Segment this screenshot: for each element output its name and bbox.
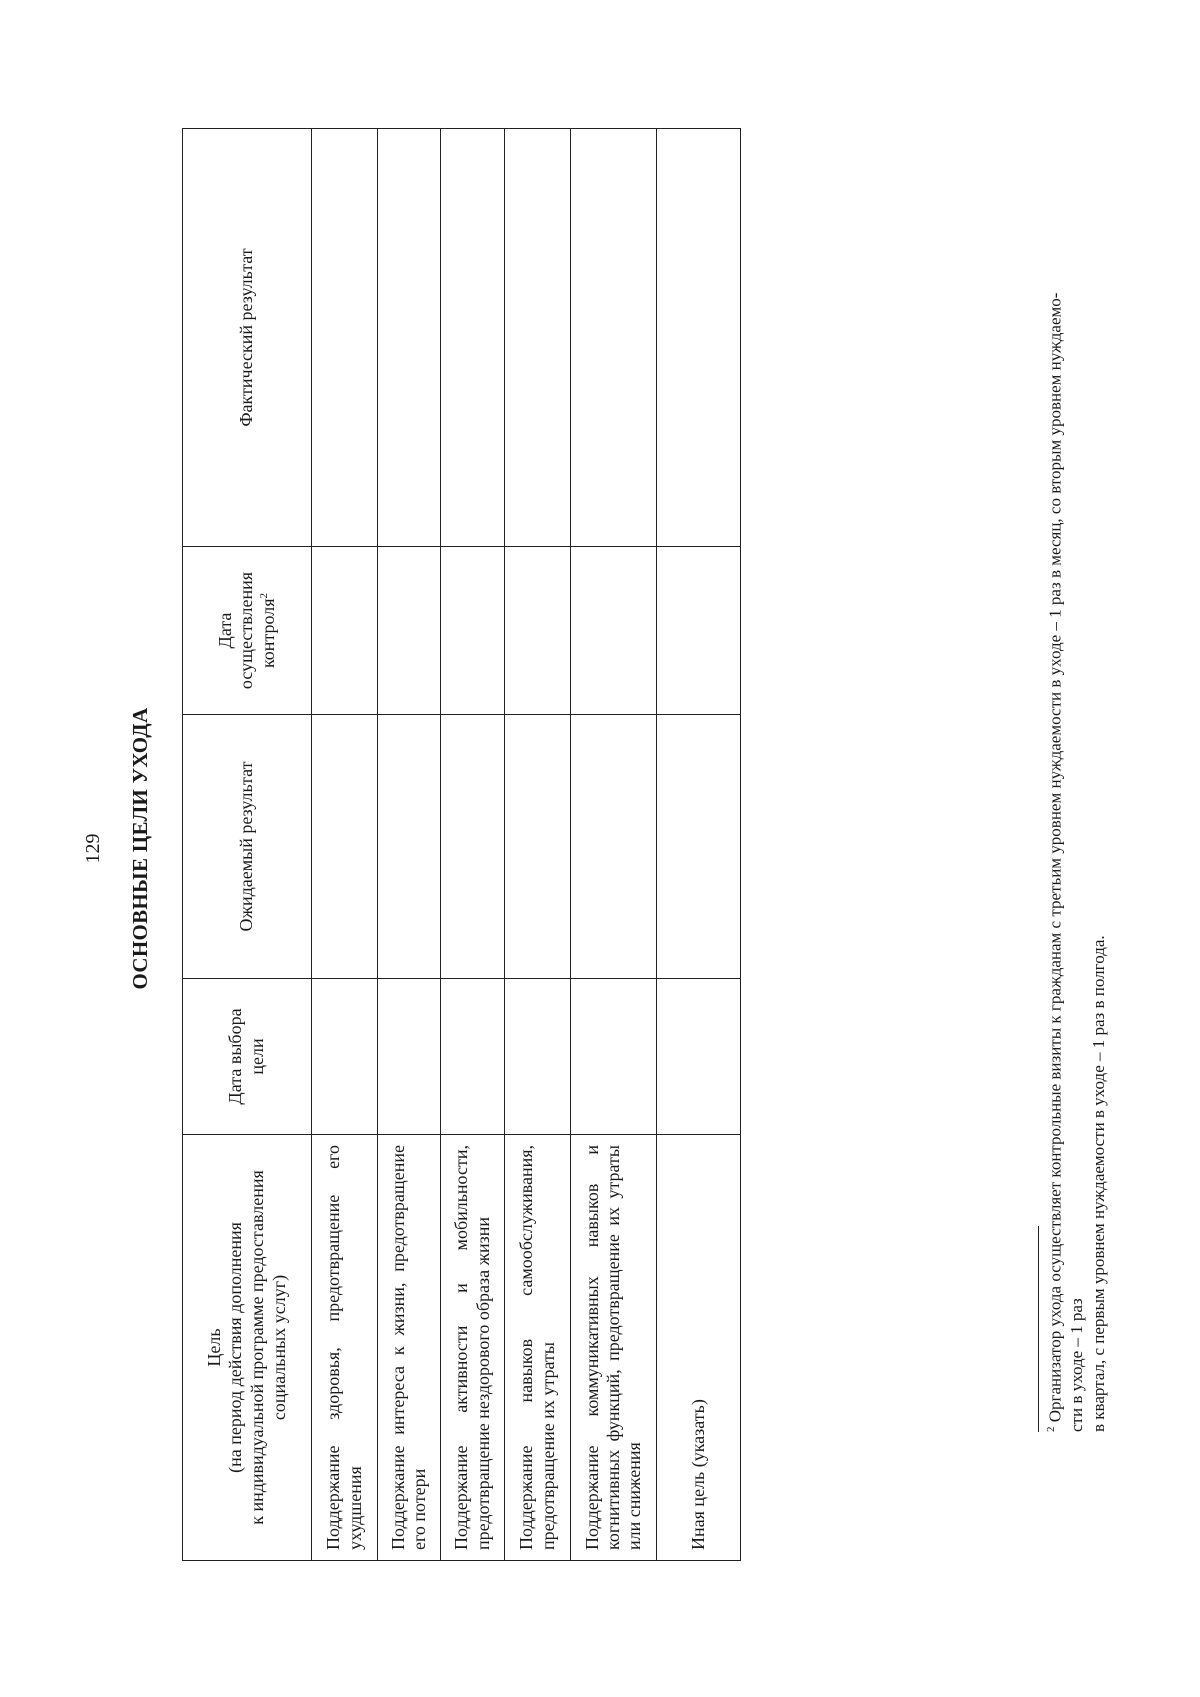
control-date-cell[interactable] — [312, 547, 378, 715]
goal-cell — [657, 1135, 741, 1561]
expected-result-cell[interactable] — [378, 715, 441, 979]
expected-result-cell[interactable] — [657, 715, 741, 979]
expected-result-cell[interactable] — [441, 715, 505, 979]
footnote-line: сти в уходе – 1 раз — [1067, 1298, 1087, 1432]
control-date-cell[interactable] — [571, 547, 657, 715]
table-row — [657, 129, 741, 1561]
goal-text: Поддержание активности и мобильности, предотвращение нездорового образа жизни — [451, 1145, 493, 1550]
header-selection-date — [183, 979, 312, 1135]
selection-date-cell[interactable] — [441, 979, 505, 1135]
goal-text: Поддержание навыков самообслуживания, предотвращение их утраты — [516, 1145, 558, 1550]
expected-result-cell[interactable] — [505, 715, 571, 979]
selection-date-cell[interactable] — [657, 979, 741, 1135]
selection-date-cell[interactable] — [571, 979, 657, 1135]
header-expected-result: Ожидаемый результат — [183, 715, 312, 979]
selection-date-cell[interactable] — [505, 979, 571, 1135]
actual-result-cell[interactable] — [378, 129, 441, 547]
goal-text: Поддержание коммуникативных навыков и когнитивных функций, предотвращение их утраты или снижения — [581, 1145, 645, 1550]
table-row — [505, 129, 571, 1561]
expected-result-cell[interactable] — [571, 715, 657, 979]
control-date-cell[interactable] — [441, 547, 505, 715]
expected-result-cell[interactable] — [312, 715, 378, 979]
page-title: ОСНОВНЫЕ ЦЕЛИ УХОДА — [128, 707, 152, 990]
footnote-marker: 2 — [1045, 1426, 1057, 1432]
goal-text: Иная цель (указать) — [687, 1399, 708, 1550]
actual-result-cell[interactable] — [312, 129, 378, 547]
control-date-cell[interactable] — [378, 547, 441, 715]
header-goal-line: к индивидуальной программе предоставления — [247, 1170, 267, 1525]
goal-cell — [312, 1135, 378, 1561]
table-row — [312, 129, 378, 1561]
footnote — [1044, 132, 1110, 1432]
actual-result-cell[interactable] — [657, 129, 741, 547]
table-header-row — [183, 129, 312, 1561]
footnote-line: в квартал, с первым уровнем нуждаемости в уходе – 1 раз в полгода. — [1089, 935, 1109, 1432]
table-row — [378, 129, 441, 1561]
control-date-cell[interactable] — [657, 547, 741, 715]
goal-text: Поддержание интереса к жизни, предотвращение его потери — [387, 1145, 429, 1550]
header-selection-date-line: цели — [247, 1038, 267, 1075]
selection-date-cell[interactable] — [312, 979, 378, 1135]
footnote-line — [1044, 132, 1066, 1432]
header-selection-date-line: Дата выбора — [225, 1008, 246, 1105]
footnote-text: Организатор ухода осуществляет контрольные визиты к гражданам с третьим уровнем нуждаемости в уходе – 1 раз в месяц, со вторым уровнем нуждаемо- — [1045, 292, 1065, 1423]
header-control-date-line — [258, 557, 280, 704]
table-row — [441, 129, 505, 1561]
goal-cell — [571, 1135, 657, 1561]
goal-cell — [441, 1135, 505, 1561]
header-control-date-word: контроля — [257, 598, 278, 669]
footnote-reference: 2 — [257, 592, 270, 599]
goal-cell — [505, 1135, 571, 1561]
header-actual-result: Фактический результат — [183, 129, 312, 547]
actual-result-cell[interactable] — [505, 129, 571, 547]
header-goal — [183, 1135, 312, 1561]
actual-result-cell[interactable] — [571, 129, 657, 547]
goal-text: Поддержание здоровья, предотвращение его ухудшения — [323, 1145, 365, 1550]
control-date-cell[interactable] — [505, 547, 571, 715]
header-goal-line: социальных услуг) — [268, 1274, 289, 1421]
header-control-date-line: Дата — [214, 612, 235, 649]
header-goal-line: (на период действия дополнения — [225, 1222, 246, 1473]
page-number: 129 — [82, 833, 104, 864]
header-goal-line: Цель — [203, 1328, 224, 1367]
actual-result-cell[interactable] — [441, 129, 505, 547]
selection-date-cell[interactable] — [378, 979, 441, 1135]
goal-cell — [378, 1135, 441, 1561]
table-row — [571, 129, 657, 1561]
header-control-date-line: осуществления — [236, 571, 257, 690]
care-goals-table — [182, 128, 741, 1561]
header-control-date — [183, 547, 312, 715]
footnote-divider — [1038, 1226, 1039, 1432]
